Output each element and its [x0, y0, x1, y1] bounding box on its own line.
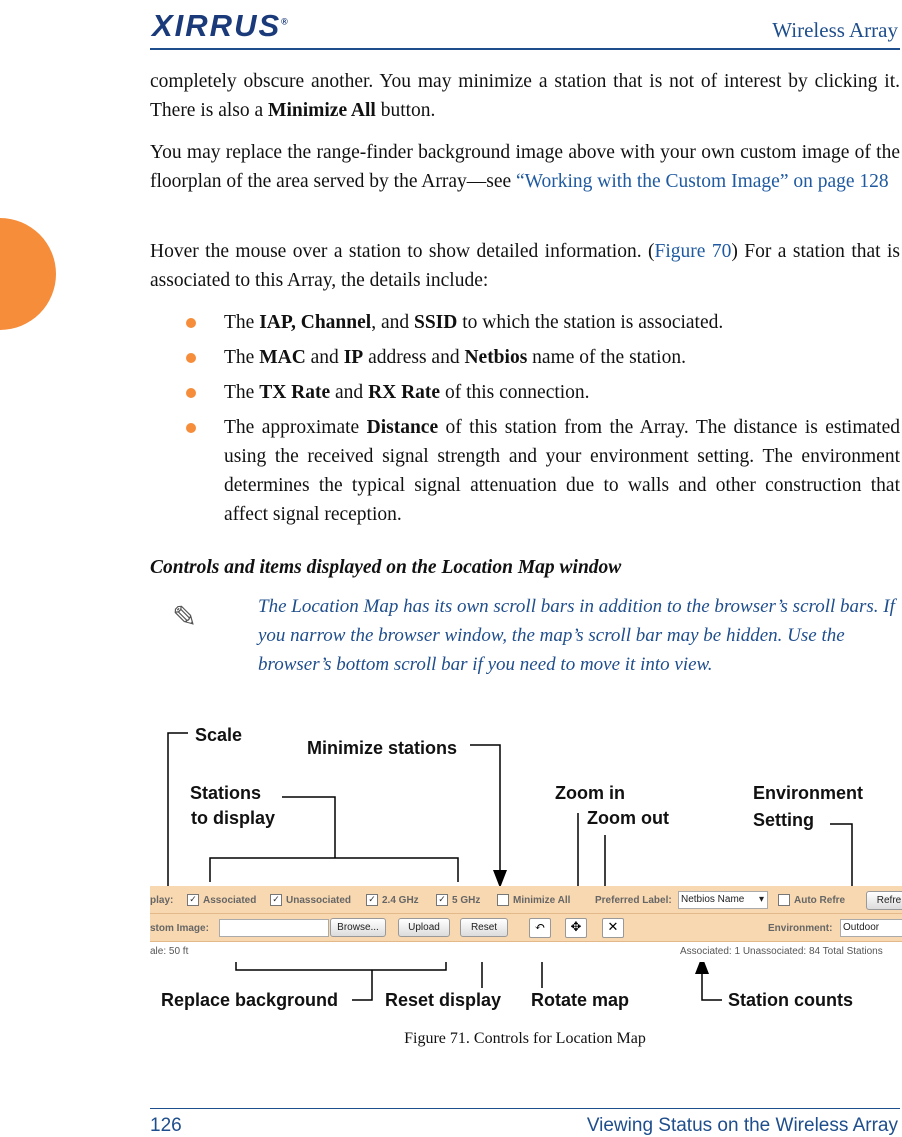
reset-button[interactable]: Reset — [460, 918, 508, 937]
stations-bracket — [210, 858, 458, 882]
auto-refresh-label: Auto Refre — [794, 895, 846, 906]
bullet-term: SSID — [413, 312, 458, 333]
zoom-out-label: Zoom out — [587, 808, 669, 828]
bullet-text: name of the station. — [527, 347, 686, 368]
bullet-text: The — [224, 382, 260, 403]
preferred-label-value: Netbios Name — [681, 894, 745, 905]
paragraph-text: You may replace the range-finder background image above with your own custom image of the floorplan of the area served by the Array—see — [150, 142, 900, 192]
ghz5-label: 5 GHz — [452, 895, 481, 906]
associated-label: Associated — [203, 895, 257, 906]
bullet-term: IP — [343, 347, 364, 368]
custom-image-label: stom Image: — [150, 923, 209, 934]
upload-button[interactable]: Upload — [398, 918, 450, 937]
bullet-text: of this station from the Array. The distance is estimated using the received signal strength and your environment setting. The environment determines the typical signal attenuation due to walls and other construction that affect signal reception. — [224, 417, 900, 525]
bullet-term: Netbios — [464, 347, 528, 368]
stations-label-line2: to display — [191, 808, 276, 828]
auto-refresh-checkbox[interactable] — [778, 894, 790, 906]
preferred-label-text: Preferred Label: — [595, 895, 672, 906]
scale-text: ale: 50 ft — [150, 946, 189, 957]
bullet-text: The approximate — [224, 417, 367, 438]
header-title: Wireless Array — [772, 18, 898, 42]
minimize-stations-label: Minimize stations — [307, 738, 458, 758]
rotate-map-label: Rotate map — [531, 990, 630, 1010]
zoom-in-icon[interactable]: ✥ — [565, 918, 587, 938]
ghz5-checkbox[interactable]: ✓ — [436, 894, 448, 906]
custom-image-bar — [150, 914, 902, 942]
bullet-text: The — [224, 347, 260, 368]
reset-display-label: Reset display — [385, 990, 502, 1010]
zoom-out-icon[interactable]: ✕ — [602, 918, 624, 938]
location-map-toolbar — [150, 886, 902, 962]
station-counts-label: Station counts — [728, 990, 853, 1010]
custom-image-link[interactable]: “Working with the Custom Image” on page 128 — [516, 171, 889, 192]
environment-label-line2: Setting — [753, 810, 814, 830]
ghz24-checkbox[interactable]: ✓ — [366, 894, 378, 906]
minimize-all-label: Minimize All — [513, 895, 571, 906]
custom-image-input[interactable] — [219, 919, 329, 937]
bullet-text: to which the station is associated. — [457, 312, 724, 333]
environment-label: Environment: — [768, 923, 833, 934]
counts-callout-line — [702, 972, 722, 1000]
bullet-text: and — [330, 382, 369, 403]
paragraph-text: completely obscure another. You may minimize a station that is not of interest by clicking it. There is also a — [150, 71, 900, 121]
preferred-label-select[interactable] — [678, 891, 768, 909]
station-counts-text: Associated: 1 Unassociated: 84 Total Stations — [680, 946, 883, 957]
logo-registered-mark: ® — [281, 16, 288, 27]
figure-caption: Figure 71. Controls for Location Map — [404, 1030, 646, 1047]
bullet-term: RX Rate — [368, 382, 441, 403]
page-number: 126 — [150, 1115, 182, 1136]
chevron-down-icon: ▾ — [758, 894, 764, 905]
bullet-term: MAC — [259, 347, 306, 368]
stations-label-line1: Stations — [190, 783, 262, 803]
bullet-term: TX Rate — [259, 382, 331, 403]
stations-callout-line — [282, 797, 335, 858]
browse-button[interactable]: Browse... — [330, 918, 386, 937]
status-bar — [150, 942, 902, 962]
bullet-text: The — [224, 312, 260, 333]
unassociated-label: Unassociated — [286, 895, 352, 906]
section-heading: Controls and items displayed on the Location Map window — [150, 557, 622, 578]
paragraph-text: ) For a station that is associated to this Array, the details include: — [150, 241, 900, 291]
figure-70-link[interactable]: Figure 70 — [654, 241, 732, 262]
footer-rule — [150, 1108, 900, 1109]
minimize-all-term: Minimize All — [268, 100, 376, 121]
bullet-text: of this connection. — [440, 382, 590, 403]
paragraph-text: Hover the mouse over a station to show detailed information. ( — [150, 241, 655, 262]
bullet-text: address and — [363, 347, 465, 368]
associated-checkbox[interactable]: ✓ — [187, 894, 199, 906]
replace-background-label: Replace background — [161, 990, 339, 1010]
environment-select[interactable]: Outdoor — [840, 919, 902, 937]
unassociated-checkbox[interactable]: ✓ — [270, 894, 282, 906]
note-text: The Location Map has its own scroll bars in addition to the browser’s scroll bars. If you narrow the browser window, the map’s scroll bar may be hidden. Use the browser’s bottom scroll bar if you need to move it into view. — [258, 596, 895, 675]
footer-title: Viewing Status on the Wireless Array — [586, 1115, 898, 1136]
display-label: play: — [150, 895, 174, 906]
bullet-term: Distance — [366, 417, 439, 438]
ghz24-label: 2.4 GHz — [382, 895, 419, 906]
bullet-text: , and — [371, 312, 414, 333]
rotate-icon[interactable]: ↶ — [529, 918, 551, 938]
display-options-bar — [150, 886, 902, 914]
bullet-text: and — [305, 347, 344, 368]
environment-label-line1: Environment — [753, 783, 864, 803]
paragraph-text: button. — [375, 100, 436, 121]
scale-label: Scale — [195, 725, 243, 745]
logo-text: XIRRUS — [152, 8, 282, 43]
minimize-callout-line — [470, 745, 500, 872]
minimize-all-checkbox[interactable] — [497, 894, 509, 906]
zoom-in-label: Zoom in — [555, 783, 625, 803]
pencil-note-icon: ✎ — [172, 600, 198, 635]
refresh-button[interactable]: Refre — [866, 891, 902, 910]
bullet-term: IAP, Channel — [259, 312, 372, 333]
replace-bg-callout-line — [352, 970, 372, 1000]
